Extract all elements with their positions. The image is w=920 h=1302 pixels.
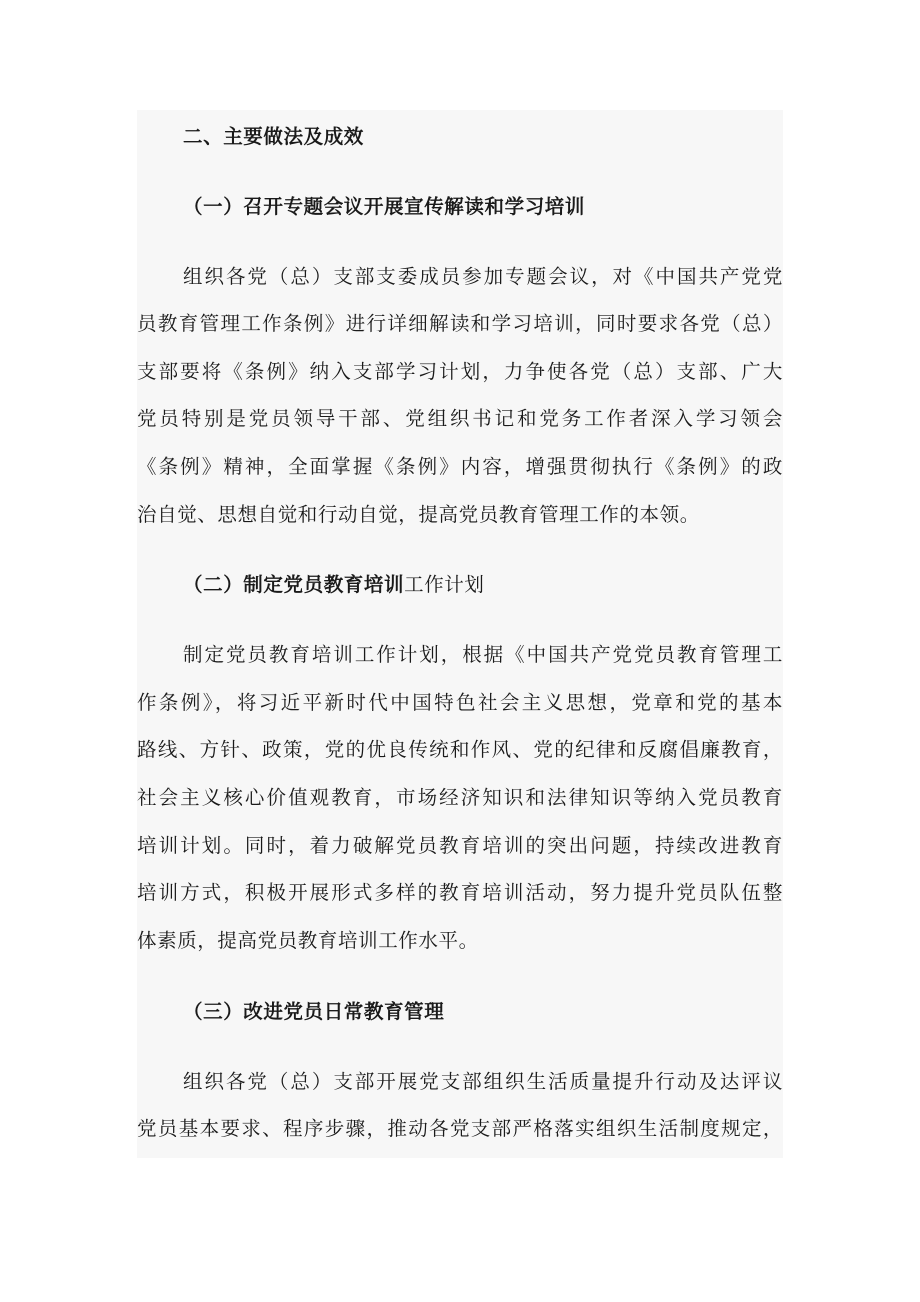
paragraph-2-line: 培训计划。同时，着力破解党员教育培训的突出问题，持续改进教育 bbox=[137, 834, 783, 857]
paragraph-1-line: 《条例》精神，全面掌握《条例》内容，增强贯彻执行《条例》的政 bbox=[137, 455, 783, 478]
subsection-heading-2 bbox=[183, 573, 485, 597]
subsection-heading-2-bold: （二）制定党员教育培训 bbox=[183, 573, 405, 596]
paragraph-1-line: 支部要将《条例》纳入支部学习计划，力争使各党（总）支部、广大 bbox=[137, 360, 783, 383]
paragraph-1-line: 治自觉、思想自觉和行动自觉，提高党员教育管理工作的本领。 bbox=[137, 503, 700, 526]
paragraph-1-line: 员教育管理工作条例》进行详细解读和学习培训，同时要求各党（总） bbox=[137, 312, 783, 335]
paragraph-2-line: 路线、方针、政策，党的优良传统和作风、党的纪律和反腐倡廉教育， bbox=[137, 738, 783, 761]
paragraph-2-line: 培训方式，积极开展形式多样的教育培训活动，努力提升党员队伍整 bbox=[137, 881, 783, 904]
paragraph-2-line: 体素质，提高党员教育培训工作水平。 bbox=[137, 929, 479, 952]
subsection-heading-2-normal: 工作计划 bbox=[404, 573, 485, 596]
paragraph-3-line: 组织各党（总）支部开展党支部组织生活质量提升行动及达评议 bbox=[183, 1070, 783, 1093]
paragraph-2-line: 社会主义核心价值观教育，市场经济知识和法律知识等纳入党员教育 bbox=[137, 786, 783, 809]
paragraph-1-line: 党员特别是党员领导干部、党组织书记和党务工作者深入学习领会 bbox=[137, 407, 783, 430]
paragraph-3-line: 党员基本要求、程序步骤，推动各党支部严格落实组织生活制度规定， bbox=[137, 1117, 783, 1140]
section-heading: 二、主要做法及成效 bbox=[183, 125, 364, 148]
paragraph-1-line: 组织各党（总）支部支委成员参加专题会议，对《中国共产党党 bbox=[183, 265, 783, 288]
paragraph-2-line: 制定党员教育培训工作计划，根据《中国共产党党员教育管理工 bbox=[183, 643, 783, 666]
paragraph-2-line: 作条例》，将习近平新时代中国特色社会主义思想，党章和党的基本 bbox=[137, 691, 783, 714]
subsection-heading-3: （三）改进党员日常教育管理 bbox=[183, 1000, 445, 1023]
subsection-heading-1: （一）召开专题会议开展宣传解读和学习培训 bbox=[183, 195, 586, 218]
document-page bbox=[137, 110, 783, 1158]
